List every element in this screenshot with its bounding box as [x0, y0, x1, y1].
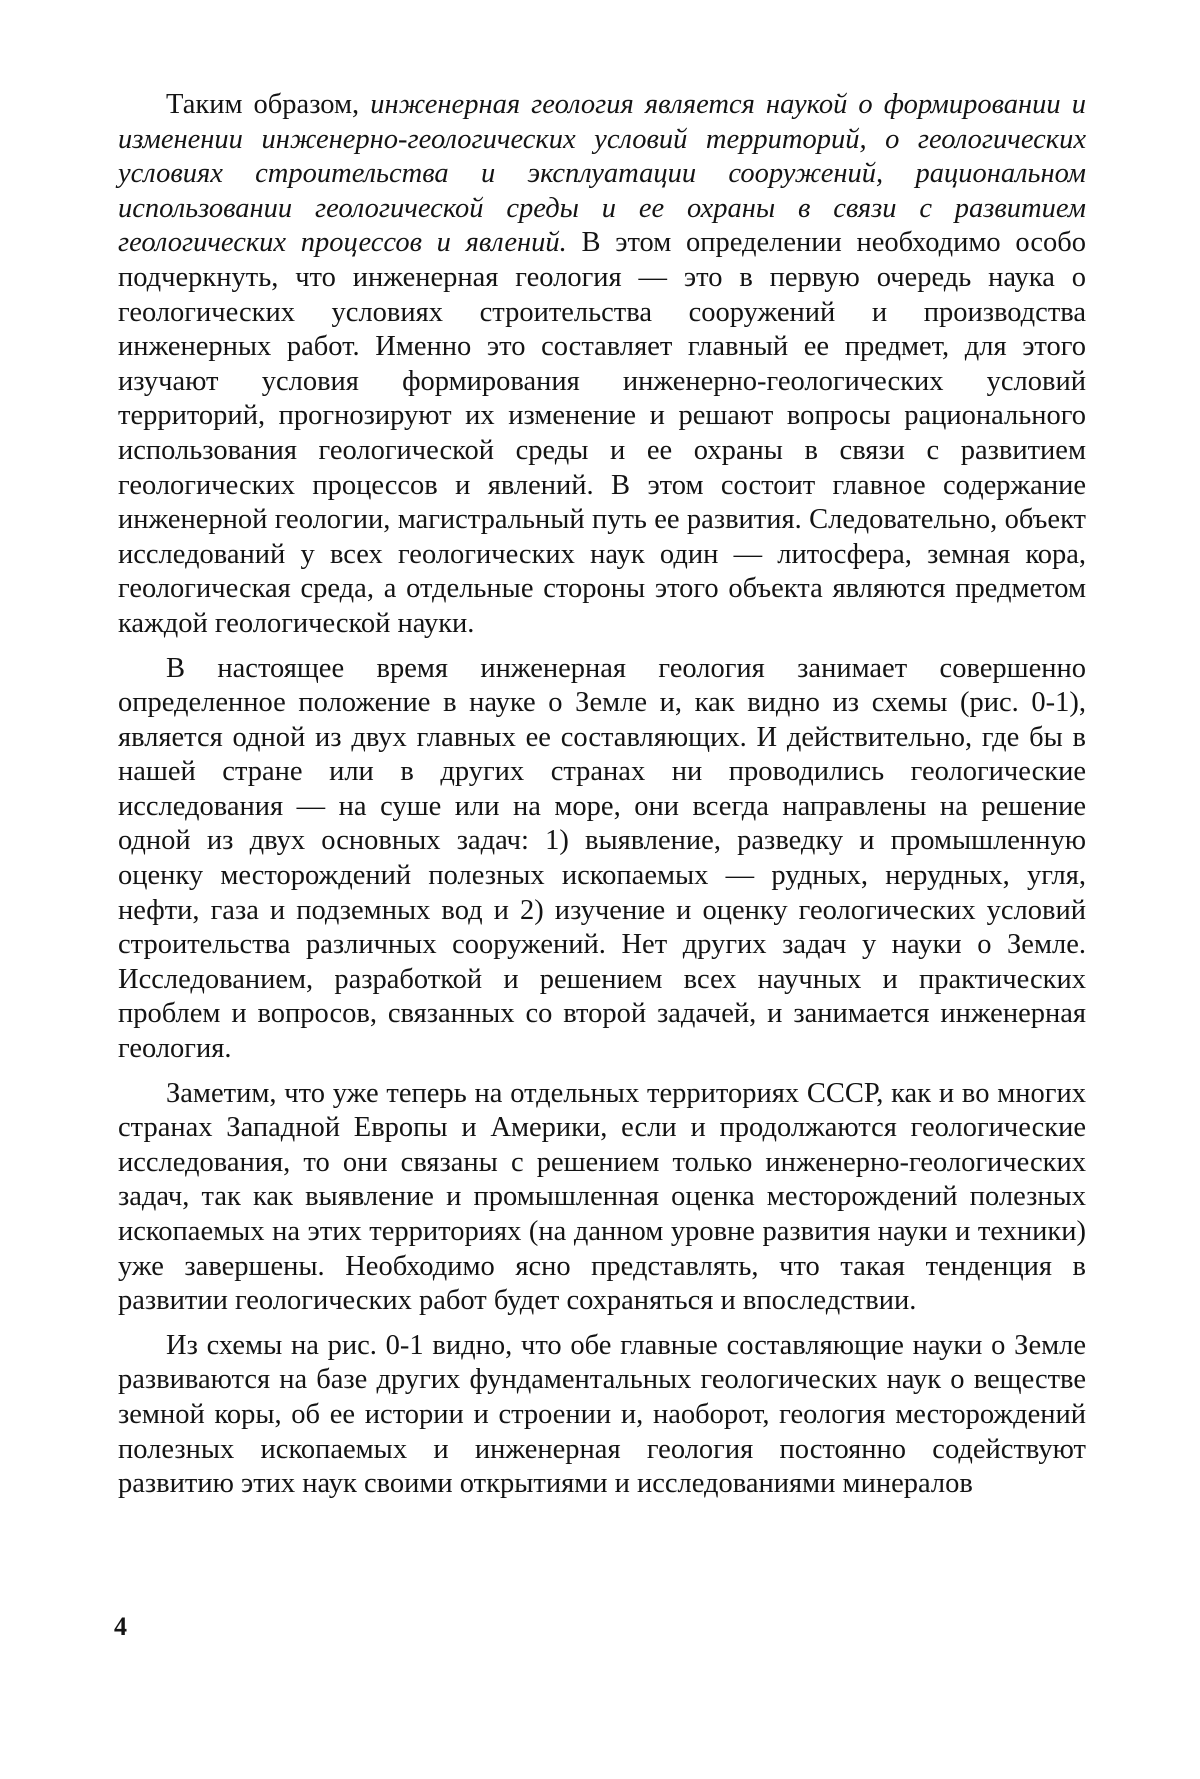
- paragraph-1-lead: Таким образом,: [166, 89, 371, 120]
- paragraph-4: Из схемы на рис. 0-1 видно, что обе главные составляющие науки о Земле развиваются на базе других фундаментальных геологических наук о веществе земной коры, об ее истории и строении и, наоборот, геология месторождений полезных ископаемых и инженерная геология постоянно содействуют развитию этих наук своими открытиями и исследованиями минералов: [118, 1329, 1086, 1500]
- paragraph-3: Заметим, что уже теперь на отдельных территориях СССР, как и во многих странах Западной Европы и Америки, если и продолжаются геологические исследования, то они связаны с решением только инженерно-геологических задач, так как выявление и промышленная оценка месторождений полезных ископаемых на этих территориях (на данном уровне развития науки и техники) уже завершены. Необходимо ясно представлять, что такая тенденция в развитии геологических работ будет сохраняться и впоследствии.: [118, 1077, 1086, 1317]
- page-body: [118, 88, 1086, 1502]
- paragraph-1: [118, 88, 1086, 642]
- paragraph-1-rest: В этом определении необходимо особо подчеркнуть, что инженерная геология — это в первую очередь наука о геологических условиях строительства сооружений и производства инженерных работ. Именно это составляет главный ее предмет, для этого изучают условия формирования инженерно-геологических условий территорий, прогнозируют их изменение и решают вопросы рационального использования геологической среды и ее охраны в связи с развитием геологических процессов и явлений. В этом состоит главное содержание инженерной геологии, магистральный путь ее развития. Следовательно, объект исследований у всех геологических наук один — литосфера, земная кора, геологическая среда, а отдельные стороны этого объекта являются предметом каждой геологической науки.: [118, 227, 1086, 639]
- page-number: 4: [114, 1612, 127, 1641]
- paragraph-2: В настоящее время инженерная геология занимает совершенно определенное положение в науке о Земле и, как видно из схемы (рис. 0-1), является одной из двух главных ее составляющих. И действительно, где бы в нашей стране или в других странах ни проводились геологические исследования — на суше или на море, они всегда направлены на решение одной из двух основных задач: 1) выявление, разведку и промышленную оценку месторождений полезных ископаемых — рудных, нерудных, угля, нефти, газа и подземных вод и 2) изучение и оценку геологических условий строительства различных сооружений. Нет других задач у науки о Земле. Исследованием, разработкой и решением всех научных и практических проблем и вопросов, связанных со второй задачей, и занимается инженерная геология.: [118, 652, 1086, 1065]
- definition-italic: инженерная геология является наукой о формировании и изменении инженерно-геологических условий территорий, о геологических условиях строительства и эксплуатации сооружений, рациональном использовании геологической среды и ее охраны в связи с развитием геологических процессов и явлений.: [118, 89, 1087, 259]
